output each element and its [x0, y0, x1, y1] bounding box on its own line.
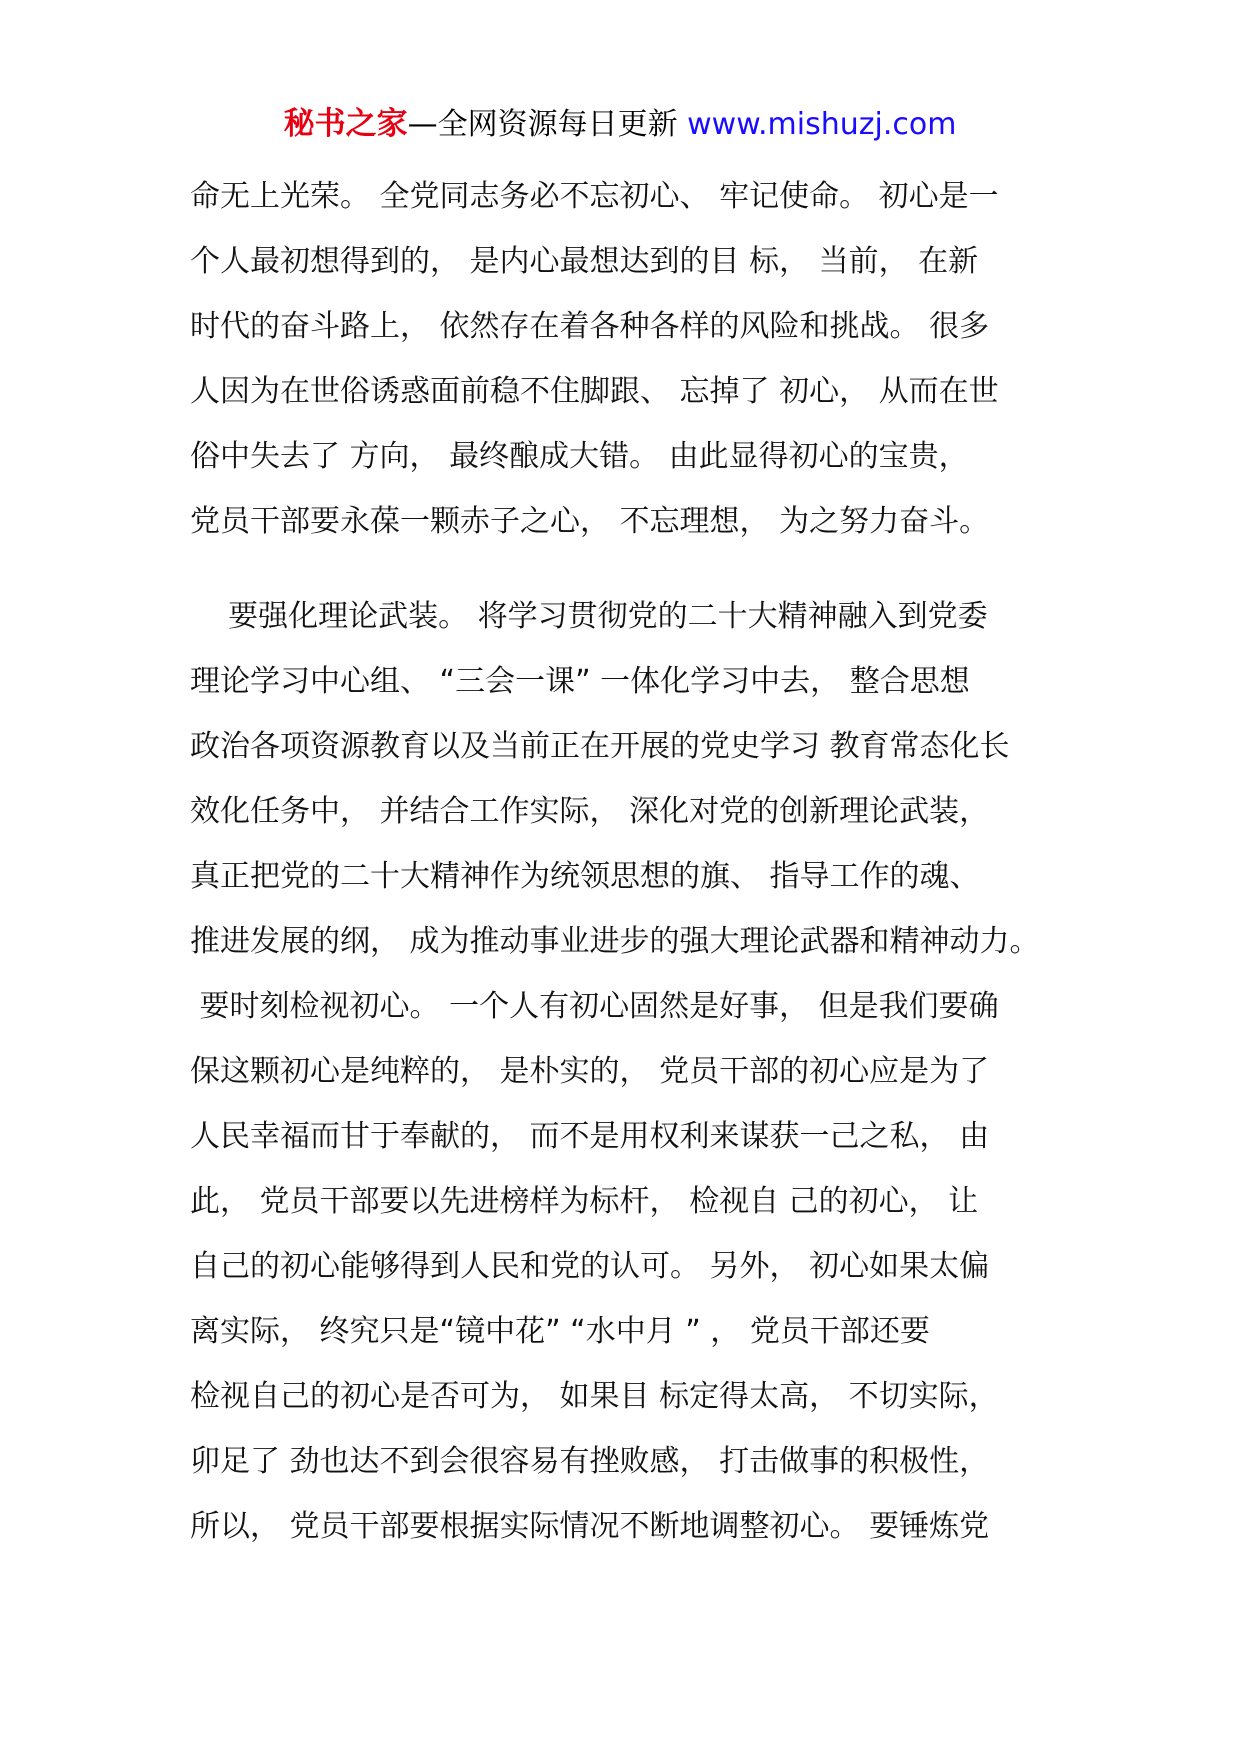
text-line: 个人最初想得到的， 是内心最想达到的目 标， 当前， 在新 — [190, 244, 979, 279]
text-line: 党员干部要永葆一颗赤子之心， 不忘理想， 为之努力奋斗。 — [190, 504, 990, 539]
text-line: 真正把党的二十大精神作为统领思想的旗、 指导工作的魂、 — [190, 859, 980, 894]
brand-name: 秘书之家 — [283, 106, 408, 142]
text-line: 人民幸福而甘于奉献的， 而不是用权利来谋获一己之私， 由 — [190, 1119, 990, 1154]
text-line: 此， 党员干部要以先进榜样为标杆， 检视自 己的初心， 让 — [190, 1184, 979, 1219]
text-line: 理论学习中心组、 “三会一课” 一体化学习中去， 整合思想 — [190, 664, 970, 699]
header-tagline: —全网资源每日更新 — [407, 107, 678, 142]
text-line: 所以， 党员干部要根据实际情况不断地调整初心。 要锤炼党 — [190, 1509, 990, 1544]
text-line: 俗中失去了 方向， 最终酿成大错。 由此显得初心的宝贵， — [190, 439, 969, 474]
text-line: 卯足了 劲也达不到会很容易有挫败感， 打击做事的积极性， — [190, 1444, 990, 1479]
text-line: 政治各项资源教育以及当前正在开展的党史学习 教育常态化长 — [190, 729, 1010, 764]
text-line: 保这颗初心是纯粹的， 是朴实的， 党员干部的初心应是为了 — [190, 1054, 990, 1089]
paragraph-2 — [190, 584, 1070, 1559]
header-url-link[interactable]: www.mishuzj.com — [687, 107, 957, 142]
text-line: 自己的初心能够得到人民和党的认可。 另外， 初心如果太偏 — [190, 1249, 990, 1284]
page-header — [0, 102, 1240, 147]
text-line: 要强化理论武装。 将学习贯彻党的二十大精神融入到党委 — [190, 599, 988, 634]
text-line: 人因为在世俗诱惑面前稳不住脚跟、 忘掉了 初心， 从而在世 — [190, 374, 999, 409]
text-line: 命无上光荣。 全党同志务必不忘初心、 牢记使命。 初心是一 — [190, 179, 999, 214]
document-body — [190, 164, 1070, 1559]
text-line: 检视自己的初心是否可为， 如果目 标定得太高， 不切实际， — [190, 1379, 999, 1414]
paragraph-1 — [190, 164, 1070, 554]
text-line: 效化任务中， 并结合工作实际， 深化对党的创新理论武装， — [190, 794, 990, 829]
text-line: 推进发展的纲， 成为推动事业进步的强大理论武器和精神动力。 — [190, 924, 1040, 959]
text-line: 离实际， 终究只是“镜中花” “水中月 ” ， 党员干部还要 — [190, 1314, 930, 1349]
text-line: 要时刻检视初心。 一个人有初心固然是好事， 但是我们要确 — [190, 989, 999, 1024]
paragraph-gap — [190, 554, 1070, 584]
text-line: 时代的奋斗路上， 依然存在着各种各样的风险和挑战。 很多 — [190, 309, 990, 344]
